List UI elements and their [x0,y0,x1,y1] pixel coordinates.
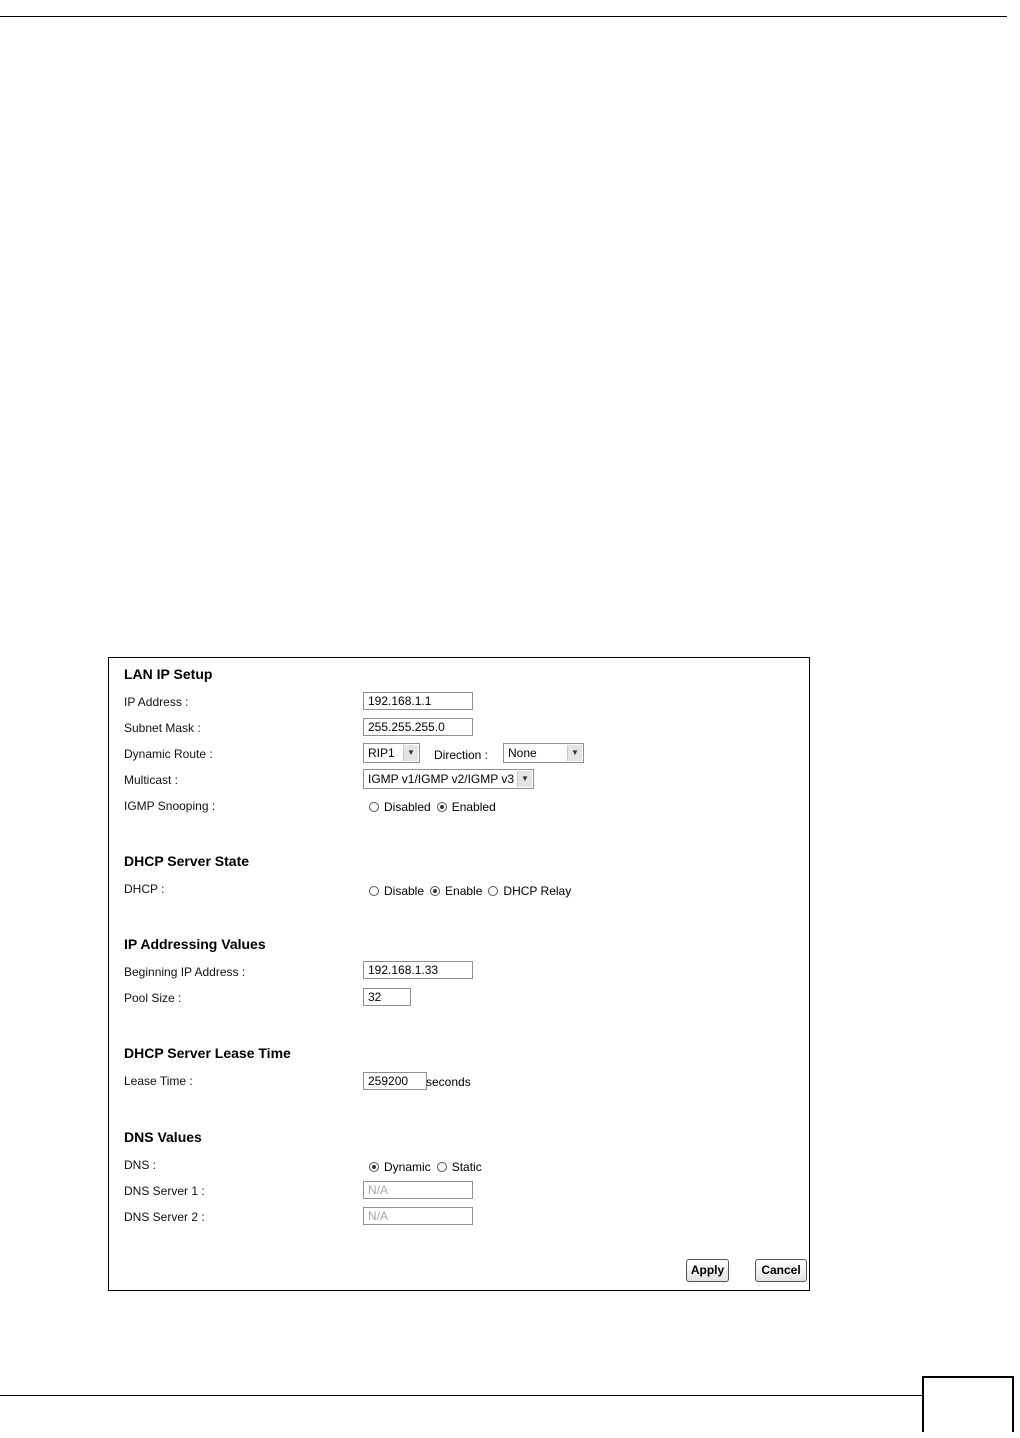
section-title-dhcp-lease-time: DHCP Server Lease Time [124,1045,291,1061]
dhcp-label: DHCP : [124,882,165,896]
dhcp-relay-label: DHCP Relay [503,884,572,898]
igmp-disabled-label: Disabled [384,800,431,814]
dhcp-relay-radio[interactable] [488,886,498,896]
dhcp-disable-radio[interactable] [369,886,379,896]
dns-server1-input[interactable]: N/A [363,1181,473,1199]
lease-time-unit: seconds [426,1075,471,1089]
section-title-dhcp-server-state: DHCP Server State [124,853,250,869]
pool-size-label: Pool Size : [124,991,182,1005]
igmp-enabled-radio[interactable] [437,802,447,812]
subnet-mask-label: Subnet Mask : [124,721,201,735]
direction-value: None [508,746,537,760]
dhcp-enable-radio[interactable] [430,886,440,896]
beginning-ip-label: Beginning IP Address : [124,965,246,979]
direction-label: Direction : [434,748,489,762]
lan-setup-panel [108,657,810,1291]
cancel-button[interactable]: Cancel [755,1259,807,1282]
dns-server2-input[interactable]: N/A [363,1207,473,1225]
igmp-enabled-label: Enabled [451,800,496,814]
footer-rule [0,1395,922,1396]
multicast-value: IGMP v1/IGMP v2/IGMP v3 [368,772,515,786]
dynamic-route-value: RIP1 [368,746,395,760]
ip-address-input[interactable]: 192.168.1.1 [363,692,473,710]
multicast-select[interactable] [363,769,534,789]
dhcp-enable-label: Enable [445,884,483,898]
dns-dynamic-radio[interactable] [369,1162,379,1172]
lease-time-label: Lease Time : [124,1074,193,1088]
dns-server2-label: DNS Server 2 : [124,1210,205,1224]
dhcp-disable-label: Disable [384,884,425,898]
page-number-box [922,1376,1014,1432]
ip-address-label: IP Address : [124,695,189,709]
header-rule [0,16,1007,17]
chevron-down-icon: ▼ [517,771,532,787]
apply-button[interactable]: Apply [686,1259,729,1282]
chevron-down-icon: ▼ [567,745,582,761]
dns-server1-label: DNS Server 1 : [124,1184,205,1198]
dynamic-route-label: Dynamic Route : [124,747,213,761]
dhcp-radio-group [369,884,577,898]
dns-radio-group [369,1160,488,1174]
multicast-label: Multicast : [124,773,179,787]
chevron-down-icon: ▼ [403,745,418,761]
dns-static-radio[interactable] [437,1162,447,1172]
dns-dynamic-label: Dynamic [384,1160,431,1174]
igmp-disabled-radio[interactable] [369,802,379,812]
igmp-snooping-label: IGMP Snooping : [124,799,216,813]
section-title-lan-ip-setup: LAN IP Setup [124,666,213,682]
pool-size-input[interactable]: 32 [363,988,411,1006]
dns-static-label: Static [451,1160,482,1174]
dns-label: DNS : [124,1158,157,1172]
direction-select[interactable] [503,743,584,763]
section-title-dns-values: DNS Values [124,1129,202,1145]
dynamic-route-select[interactable] [363,743,420,763]
beginning-ip-input[interactable]: 192.168.1.33 [363,961,473,979]
section-title-ip-addressing-values: IP Addressing Values [124,936,266,952]
igmp-snooping-radio-group [369,800,502,814]
lease-time-input[interactable]: 259200 [363,1072,427,1090]
subnet-mask-input[interactable]: 255.255.255.0 [363,718,473,736]
